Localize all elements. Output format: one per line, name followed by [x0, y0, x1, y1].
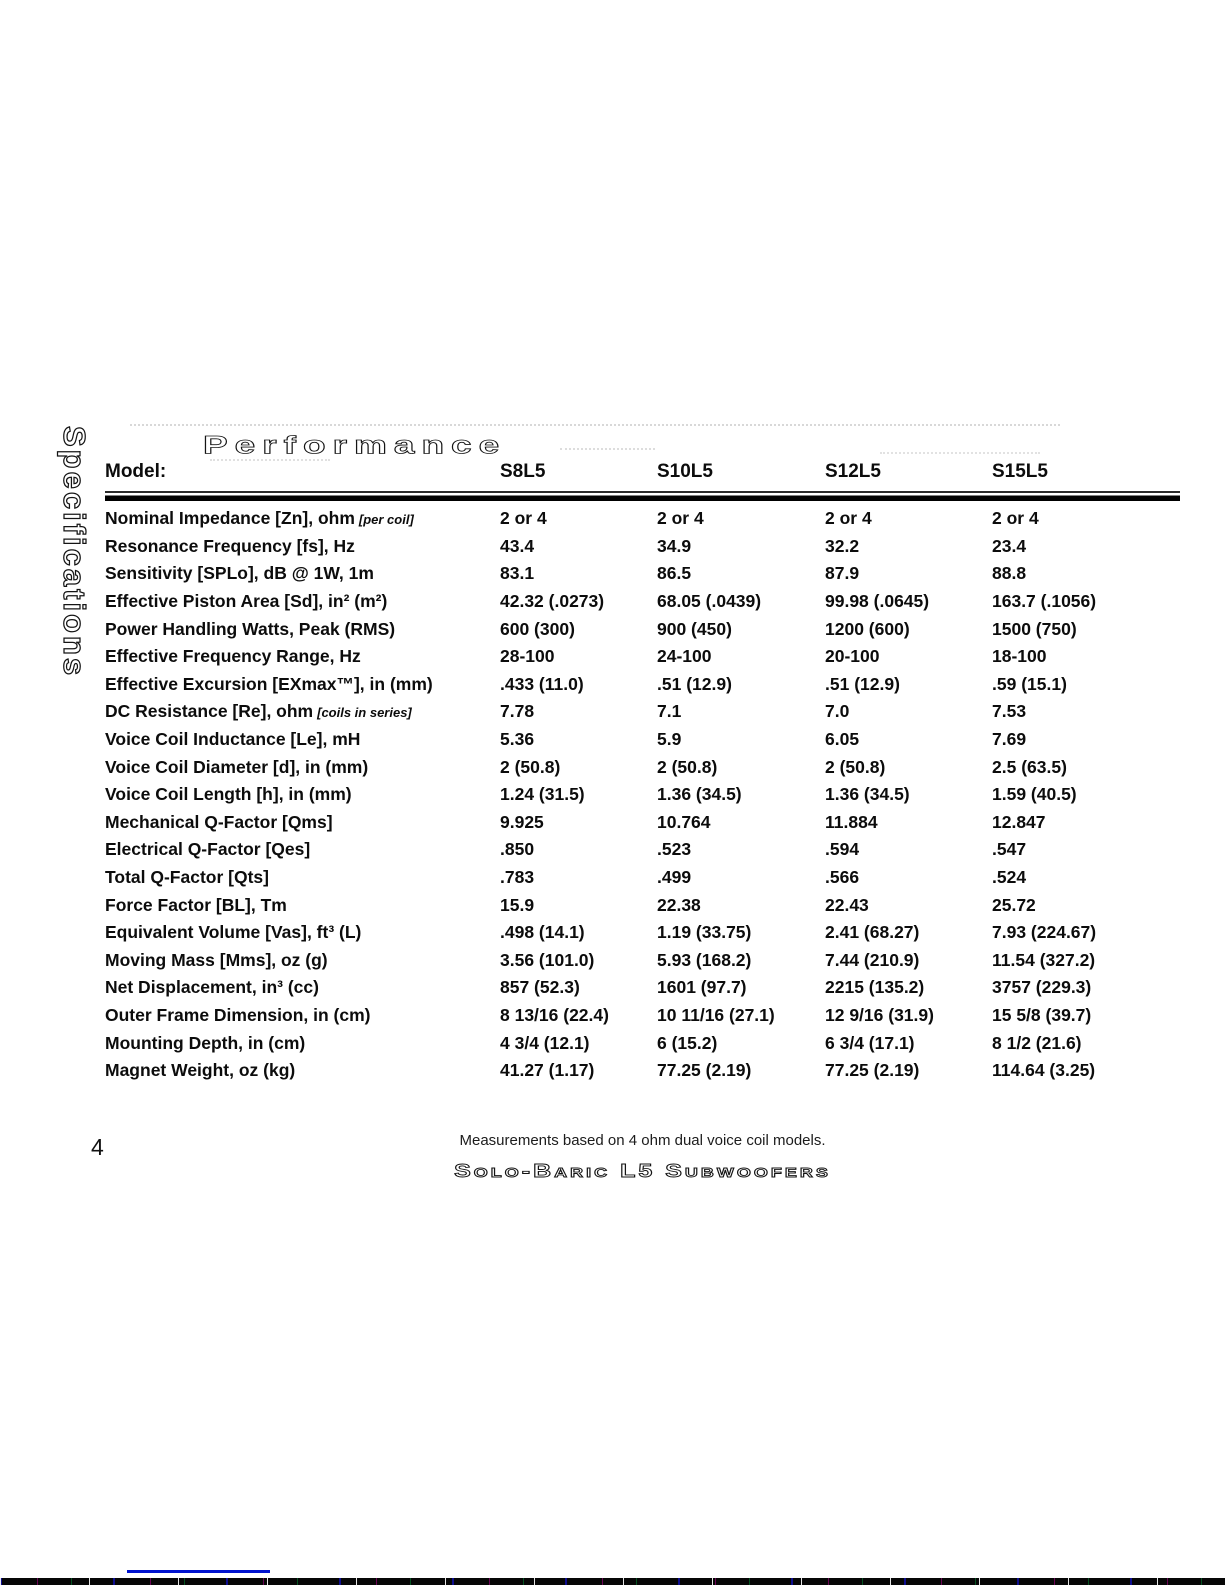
table-row — [105, 809, 1180, 837]
table-row — [105, 781, 1180, 809]
row-value: 34.9 — [657, 535, 692, 556]
row-value: 10.764 — [657, 811, 711, 832]
row-label — [105, 757, 500, 778]
table-row — [105, 588, 1180, 616]
row-value: 43.4 — [500, 535, 535, 556]
row-value: 3.56 (101.0) — [500, 949, 595, 970]
row-label-text: Total Q-Factor [Qts] — [105, 867, 269, 888]
row-label — [105, 591, 500, 612]
row-value: 32.2 — [825, 535, 860, 556]
row-value: 114.64 (3.25) — [992, 1060, 1096, 1081]
row-label-text: Resonance Frequency [fs], Hz — [105, 535, 355, 556]
row-value: .433 (11.0) — [500, 673, 584, 694]
row-value: .547 — [992, 839, 1027, 860]
row-value: 7.44 (210.9) — [825, 949, 920, 970]
row-value: .524 — [992, 867, 1027, 888]
row-value: .51 (12.9) — [825, 673, 900, 694]
row-value: 5.9 — [657, 729, 682, 750]
row-value: 163.7 (.1056) — [992, 591, 1097, 612]
table-row — [105, 505, 1180, 533]
row-value: 11.884 — [825, 811, 878, 832]
row-value: 22.43 — [825, 894, 869, 915]
sidebar-vertical-label: Specifications — [57, 426, 92, 679]
row-label — [105, 646, 500, 667]
table-row — [105, 533, 1180, 561]
table-row — [105, 671, 1180, 699]
row-label-text: Mounting Depth, in (cm) — [105, 1032, 306, 1053]
row-label-text: DC Resistance [Re], ohm — [105, 701, 314, 722]
row-value: 7.0 — [825, 701, 850, 722]
row-value: 857 (52.3) — [500, 977, 580, 998]
row-label — [105, 812, 500, 833]
scan-noise — [880, 452, 1040, 454]
row-value: .850 — [500, 839, 535, 860]
model-name-s10l5: S10L5 — [657, 461, 713, 482]
row-value: 4 3/4 (12.1) — [500, 1032, 590, 1053]
row-label-text: Mechanical Q-Factor [Qms] — [105, 811, 333, 832]
table-row — [105, 698, 1180, 726]
table-row — [105, 753, 1180, 781]
row-label — [105, 950, 500, 971]
row-label-text: Power Handling Watts, Peak (RMS) — [105, 618, 396, 639]
row-label-text: Net Displacement, in³ (cc) — [105, 977, 319, 998]
row-value: 1.24 (31.5) — [500, 784, 585, 805]
row-value: 2 or 4 — [500, 508, 547, 529]
row-label-text: Effective Frequency Range, Hz — [105, 646, 361, 667]
row-label — [105, 729, 500, 750]
spec-table — [105, 456, 1180, 1084]
table-row — [105, 615, 1180, 643]
row-value: 1601 (97.7) — [657, 977, 747, 998]
row-value: 23.4 — [992, 535, 1027, 556]
row-label — [105, 536, 500, 557]
row-label-text: Nominal Impedance [Zn], ohm — [105, 508, 355, 529]
row-value: 2 (50.8) — [825, 756, 886, 777]
row-value: 18-100 — [992, 646, 1047, 667]
row-value: 7.78 — [500, 701, 535, 722]
row-value: 28-100 — [500, 646, 555, 667]
row-value: 12.847 — [992, 811, 1046, 832]
table-row — [105, 974, 1180, 1002]
scan-noise — [560, 448, 655, 450]
table-row — [105, 726, 1180, 754]
row-value: 6 (15.2) — [657, 1032, 718, 1053]
row-value: 2.41 (68.27) — [825, 922, 920, 943]
table-row — [105, 919, 1180, 947]
row-value: 7.69 — [992, 729, 1027, 750]
row-value: 88.8 — [992, 563, 1027, 584]
row-value: 12 9/16 (31.9) — [825, 1004, 934, 1025]
bottom-scan-bar — [0, 1578, 1225, 1585]
row-label — [105, 563, 500, 584]
table-row — [105, 1002, 1180, 1030]
row-value: .523 — [657, 839, 692, 860]
row-value: 68.05 (.0439) — [657, 591, 762, 612]
row-label-text: Magnet Weight, oz (kg) — [105, 1060, 296, 1081]
row-value: 1.19 (33.75) — [657, 922, 752, 943]
row-value: 2.5 (63.5) — [992, 756, 1067, 777]
row-label-text: Voice Coil Length [h], in (mm) — [105, 784, 352, 805]
table-body — [105, 505, 1180, 1084]
row-value: 10 11/16 (27.1) — [657, 1004, 775, 1025]
row-label-text: Effective Piston Area [Sd], in² (m²) — [105, 591, 388, 612]
row-value: 8 13/16 (22.4) — [500, 1004, 609, 1025]
table-row — [105, 864, 1180, 892]
table-row — [105, 560, 1180, 588]
row-label — [105, 839, 500, 860]
row-value: 24-100 — [657, 646, 712, 667]
performance-section-title: Performance — [203, 431, 507, 459]
row-value: 11.54 (327.2) — [992, 949, 1096, 970]
row-value: 1500 (750) — [992, 618, 1077, 639]
row-label-text: Effective Excursion [EXmax™], in (mm) — [105, 673, 433, 694]
row-label-text: Outer Frame Dimension, in (cm) — [105, 1004, 371, 1025]
row-value: 5.93 (168.2) — [657, 949, 752, 970]
row-value: 1200 (600) — [825, 618, 910, 639]
footer-product-logo: Solo-Baric L5 Subwoofers — [454, 1161, 831, 1182]
row-value: 22.38 — [657, 894, 701, 915]
row-value: 42.32 (.0273) — [500, 591, 605, 612]
row-value: .498 (14.1) — [500, 922, 585, 943]
row-value: 6.05 — [825, 729, 860, 750]
row-value: 2 (50.8) — [500, 756, 561, 777]
table-row — [105, 836, 1180, 864]
row-value: .51 (12.9) — [657, 673, 732, 694]
row-label — [105, 922, 500, 943]
model-column-header: Model: — [105, 461, 167, 482]
row-value: 8 1/2 (21.6) — [992, 1032, 1082, 1053]
row-value: 5.36 — [500, 729, 535, 750]
row-label — [105, 867, 500, 888]
row-value: 77.25 (2.19) — [825, 1060, 920, 1081]
row-label — [105, 701, 500, 722]
measurement-footnote: Measurements based on 4 ohm dual voice coil models. — [459, 1132, 826, 1149]
row-value: .566 — [825, 867, 860, 888]
row-label-text: Equivalent Volume [Vas], ft³ (L) — [105, 922, 362, 943]
row-value: 7.93 (224.67) — [992, 922, 1097, 943]
row-label — [105, 1060, 500, 1081]
table-row — [105, 947, 1180, 975]
row-value: .499 — [657, 867, 692, 888]
row-label-text: Voice Coil Diameter [d], in (mm) — [105, 756, 369, 777]
row-label — [105, 508, 500, 529]
page-number: 4 — [91, 1134, 104, 1160]
row-label-text: Voice Coil Inductance [Le], mH — [105, 729, 361, 750]
row-value: 41.27 (1.17) — [500, 1060, 595, 1081]
table-row — [105, 1057, 1180, 1085]
row-label — [105, 1005, 500, 1026]
row-value: 77.25 (2.19) — [657, 1060, 752, 1081]
row-label-text: Electrical Q-Factor [Qes] — [105, 839, 311, 860]
row-value: .783 — [500, 867, 535, 888]
row-value: 1.36 (34.5) — [825, 784, 910, 805]
row-value: 2 or 4 — [992, 508, 1039, 529]
row-value: 1.59 (40.5) — [992, 784, 1077, 805]
row-value: 86.5 — [657, 563, 692, 584]
row-label — [105, 1033, 500, 1054]
row-value: 2 or 4 — [657, 508, 704, 529]
row-label-text: Sensitivity [SPLo], dB @ 1W, 1m — [105, 563, 374, 584]
row-label-note: [per coil] — [358, 512, 414, 528]
row-label — [105, 895, 500, 916]
row-value: 2 or 4 — [825, 508, 872, 529]
row-value: 25.72 — [992, 894, 1036, 915]
model-name-s15l5: S15L5 — [992, 461, 1048, 482]
row-value: 9.925 — [500, 811, 544, 832]
row-value: 600 (300) — [500, 618, 575, 639]
row-value: 7.53 — [992, 701, 1027, 722]
row-value: .59 (15.1) — [992, 673, 1067, 694]
row-value: 15 5/8 (39.7) — [992, 1004, 1092, 1025]
row-value: 7.1 — [657, 701, 682, 722]
row-value: 2215 (135.2) — [825, 977, 925, 998]
scan-noise — [130, 424, 1060, 426]
row-value: 99.98 (.0645) — [825, 591, 930, 612]
table-row — [105, 1029, 1180, 1057]
row-label — [105, 977, 500, 998]
model-name-s8l5: S8L5 — [500, 461, 546, 482]
row-label-text: Force Factor [BL], Tm — [105, 894, 287, 915]
row-value: 900 (450) — [657, 618, 732, 639]
row-value: 2 (50.8) — [657, 756, 718, 777]
table-row — [105, 643, 1180, 671]
row-label — [105, 619, 500, 640]
row-value: 1.36 (34.5) — [657, 784, 742, 805]
row-label — [105, 784, 500, 805]
row-value: 87.9 — [825, 563, 860, 584]
row-label-note: [coils in series] — [317, 705, 412, 721]
row-label-text: Moving Mass [Mms], oz (g) — [105, 949, 328, 970]
row-value: 83.1 — [500, 563, 535, 584]
row-label — [105, 674, 500, 695]
row-value: 3757 (229.3) — [992, 977, 1092, 998]
model-name-s12l5: S12L5 — [825, 461, 881, 482]
row-value: 20-100 — [825, 646, 880, 667]
table-row — [105, 891, 1180, 919]
row-value: 15.9 — [500, 894, 535, 915]
row-value: 6 3/4 (17.1) — [825, 1032, 915, 1053]
header-rule — [105, 491, 1180, 502]
row-value: .594 — [825, 839, 860, 860]
footer-blue-line — [127, 1570, 270, 1573]
table-header-row — [105, 456, 1180, 488]
